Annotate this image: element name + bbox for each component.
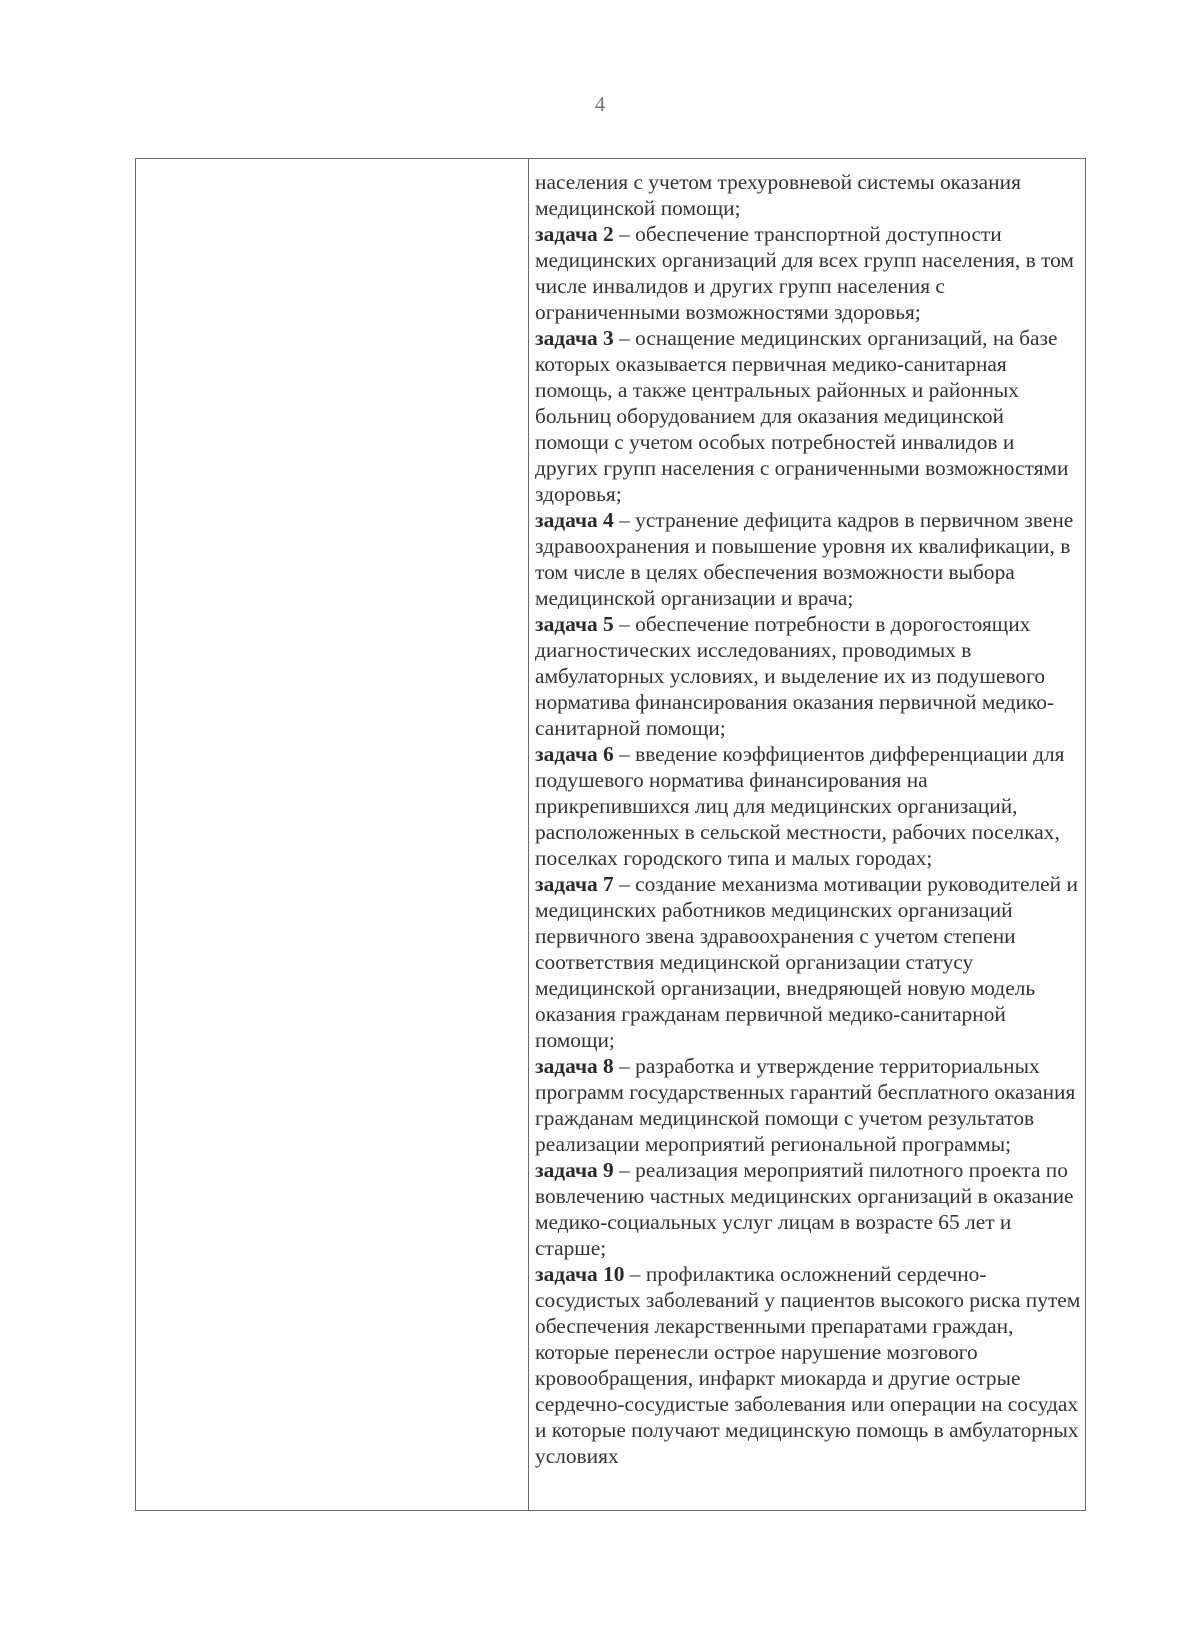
- document-table: [135, 158, 1086, 1511]
- table-left-cell: [136, 159, 529, 1510]
- task-text: – введение коэффициентов дифференциации для подушевого норматива финансирования на прикрепившихся лиц для медицинских организаций, расположенных в сельской местности, рабочих поселках, поселках городского типа и малых городах;: [535, 742, 1065, 870]
- page-number: 4: [594, 92, 606, 116]
- task-text: – обеспечение потребности в дорогостоящих диагностических исследованиях, проводимых в амбулаторных условиях, и выделение их из подушевого норматива финансирования оказания первичной медико-санитарной помощи;: [535, 612, 1055, 740]
- task-label: задача 3: [535, 326, 614, 350]
- task-text: – обеспечение транспортной доступности медицинских организаций для всех групп населения, в том числе инвалидов и других групп населения с ограниченными возможностями здоровья;: [535, 222, 1074, 324]
- task-4-paragraph: [535, 507, 1081, 611]
- task-5-paragraph: [535, 611, 1081, 741]
- task-text: – разработка и утверждение территориальных программ государственных гарантий бесплатного оказания гражданам медицинской помощи с учетом результатов реализации мероприятий региональной программы;: [535, 1054, 1076, 1156]
- task-6-paragraph: [535, 741, 1081, 871]
- task-text: – устранение дефицита кадров в первичном звене здравоохранения и повышение уровня их квалификации, в том числе в целях обеспечения возможности выбора медицинской организации и врача;: [535, 508, 1074, 610]
- task-label: задача 9: [535, 1158, 614, 1182]
- task-7-paragraph: [535, 871, 1081, 1053]
- task-text: – реализация мероприятий пилотного проекта по вовлечению частных медицинских организаций в оказание медико-социальных услуг лицам в возрасте 65 лет и старше;: [535, 1158, 1074, 1260]
- task-8-paragraph: [535, 1053, 1081, 1157]
- task-label: задача 2: [535, 222, 614, 246]
- intro-paragraph: населения с учетом трехуровневой системы оказания медицинской помощи;: [535, 170, 1021, 220]
- task-10-paragraph: [535, 1261, 1081, 1469]
- task-2-paragraph: [535, 221, 1081, 325]
- table-right-cell: [529, 159, 1085, 1510]
- task-text: – профилактика осложнений сердечно-сосудистых заболеваний у пациентов высокого риска путем обеспечения лекарственными препаратами граждан, которые перенесли острое нарушение мозгового кровообращения, инфаркт миокарда и другие острые сердечно-сосудистые заболевания или операции на сосудах и которые получают медицинскую помощь в амбулаторных условиях: [535, 1262, 1081, 1468]
- task-label: задача 10: [535, 1262, 625, 1286]
- task-text: – оснащение медицинских организаций, на базе которых оказывается первичная медико-санитарная помощь, а также центральных районных и районных больниц оборудованием для оказания медицинской помощи с учетом особых потребностей инвалидов и других групп населения с ограниченными возможностями здоровья;: [535, 326, 1069, 506]
- task-label: задача 7: [535, 872, 614, 896]
- task-label: задача 6: [535, 742, 614, 766]
- task-label: задача 4: [535, 508, 614, 532]
- task-label: задача 8: [535, 1054, 614, 1078]
- task-text: – создание механизма мотивации руководителей и медицинских работников медицинских организаций первичного звена здравоохранения с учетом степени соответствия медицинской организации статусу медицинской организации, внедряющей новую модель оказания гражданам первичной медико-санитарной помощи;: [535, 872, 1078, 1052]
- task-9-paragraph: [535, 1157, 1081, 1261]
- task-3-paragraph: [535, 325, 1081, 507]
- task-label: задача 5: [535, 612, 614, 636]
